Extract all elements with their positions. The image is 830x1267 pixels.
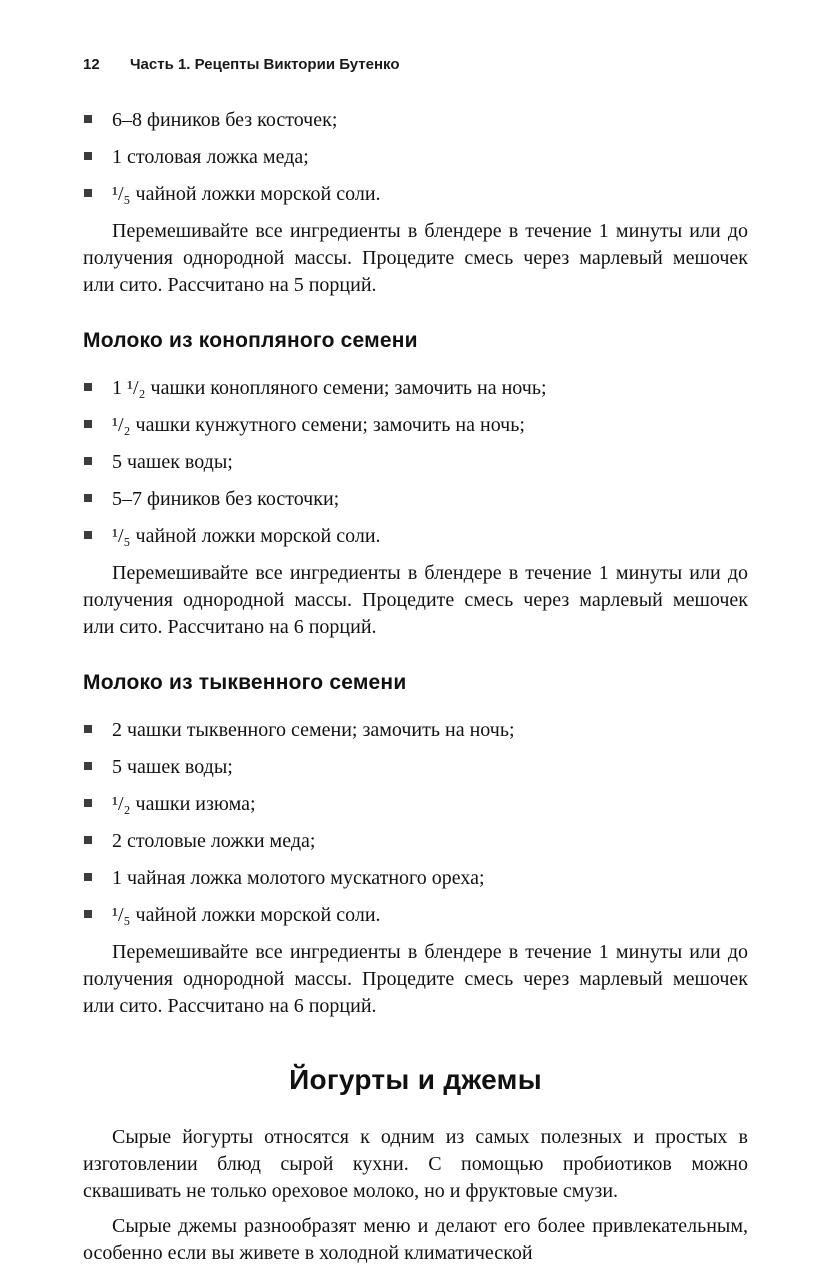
ingredient-text: 6–8 фиников без косточек; xyxy=(112,109,338,131)
page-header xyxy=(83,56,748,73)
chapter-paragraph: Сырые йогурты относятся к одним из самых полезных и простых в изготовлении блюд сырой кухни. С помощью пробиотиков можно сквашивать не только ореховое молоко, но и фруктовые смузи. xyxy=(83,1126,748,1202)
ingredient-text: ¹/₂ чашки изюма; xyxy=(112,793,256,815)
square-bullet-icon xyxy=(84,383,92,391)
ingredient-list-pumpkin-milk xyxy=(83,717,748,928)
ingredient-text: 2 чашки тыквенного семени; замочить на ночь; xyxy=(112,719,515,741)
ingredient-list-intro xyxy=(83,107,748,207)
square-bullet-icon xyxy=(84,457,92,465)
recipe-instructions: Перемешивайте все ингредиенты в блендере в течение 1 минуты или до получения однородной массы. Процедите смесь через марлевый мешочек или сито. Рассчитано на 6 порций. xyxy=(83,562,748,638)
ingredient-text: ¹/₅ чайной ложки морской соли. xyxy=(112,525,381,547)
square-bullet-icon xyxy=(84,189,92,197)
ingredient-text: 1 чайная ложка молотого мускатного ореха; xyxy=(112,867,485,889)
square-bullet-icon xyxy=(84,420,92,428)
ingredient-list-hemp-milk xyxy=(83,375,748,549)
list-item xyxy=(83,144,748,170)
ingredient-text: 5 чашек воды; xyxy=(112,451,233,473)
list-item xyxy=(83,375,748,401)
square-bullet-icon xyxy=(84,115,92,123)
list-item xyxy=(83,449,748,475)
list-item xyxy=(83,107,748,133)
chapter-heading-yogurts: Йогурты и джемы xyxy=(289,1064,542,1095)
list-item xyxy=(83,523,748,549)
square-bullet-icon xyxy=(84,836,92,844)
square-bullet-icon xyxy=(84,494,92,502)
section-heading-pumpkin-milk: Молоко из тыквенного семени xyxy=(83,671,407,694)
chapter-paragraph: Сырые джемы разнообразят меню и делают его более привлекательным, особенно если вы живете в холодной климатической xyxy=(83,1215,748,1264)
list-item xyxy=(83,902,748,928)
ingredient-text: 2 столовые ложки меда; xyxy=(112,830,316,852)
square-bullet-icon xyxy=(84,762,92,770)
list-item xyxy=(83,791,748,817)
list-item xyxy=(83,754,748,780)
ingredient-text: 5–7 фиников без косточки; xyxy=(112,488,340,510)
ingredient-text: ¹/₅ чайной ложки морской соли. xyxy=(112,904,381,926)
recipe-instructions: Перемешивайте все ингредиенты в блендере в течение 1 минуты или до получения однородной массы. Процедите смесь через марлевый мешочек или сито. Рассчитано на 5 порций. xyxy=(83,220,748,296)
ingredient-text: 1 столовая ложка меда; xyxy=(112,146,309,168)
recipe-instructions: Перемешивайте все ингредиенты в блендере в течение 1 минуты или до получения однородной массы. Процедите смесь через марлевый мешочек или сито. Рассчитано на 6 порций. xyxy=(83,941,748,1017)
list-item xyxy=(83,717,748,743)
ingredient-text: ¹/₅ чайной ложки морской соли. xyxy=(112,183,381,205)
square-bullet-icon xyxy=(84,910,92,918)
square-bullet-icon xyxy=(84,799,92,807)
square-bullet-icon xyxy=(84,725,92,733)
ingredient-text: 1 ¹/₂ чашки конопляного семени; замочить на ночь; xyxy=(112,377,547,399)
list-item xyxy=(83,181,748,207)
page-number: 12 xyxy=(83,56,100,73)
list-item xyxy=(83,865,748,891)
square-bullet-icon xyxy=(84,531,92,539)
ingredient-text: ¹/₂ чашки кунжутного семени; замочить на ночь; xyxy=(112,414,525,436)
section-heading-hemp-milk: Молоко из конопляного семени xyxy=(83,329,418,352)
square-bullet-icon xyxy=(84,873,92,881)
list-item xyxy=(83,412,748,438)
running-title: Часть 1. Рецепты Виктории Бутенко xyxy=(130,56,400,73)
square-bullet-icon xyxy=(84,152,92,160)
list-item xyxy=(83,828,748,854)
list-item xyxy=(83,486,748,512)
ingredient-text: 5 чашек воды; xyxy=(112,756,233,778)
